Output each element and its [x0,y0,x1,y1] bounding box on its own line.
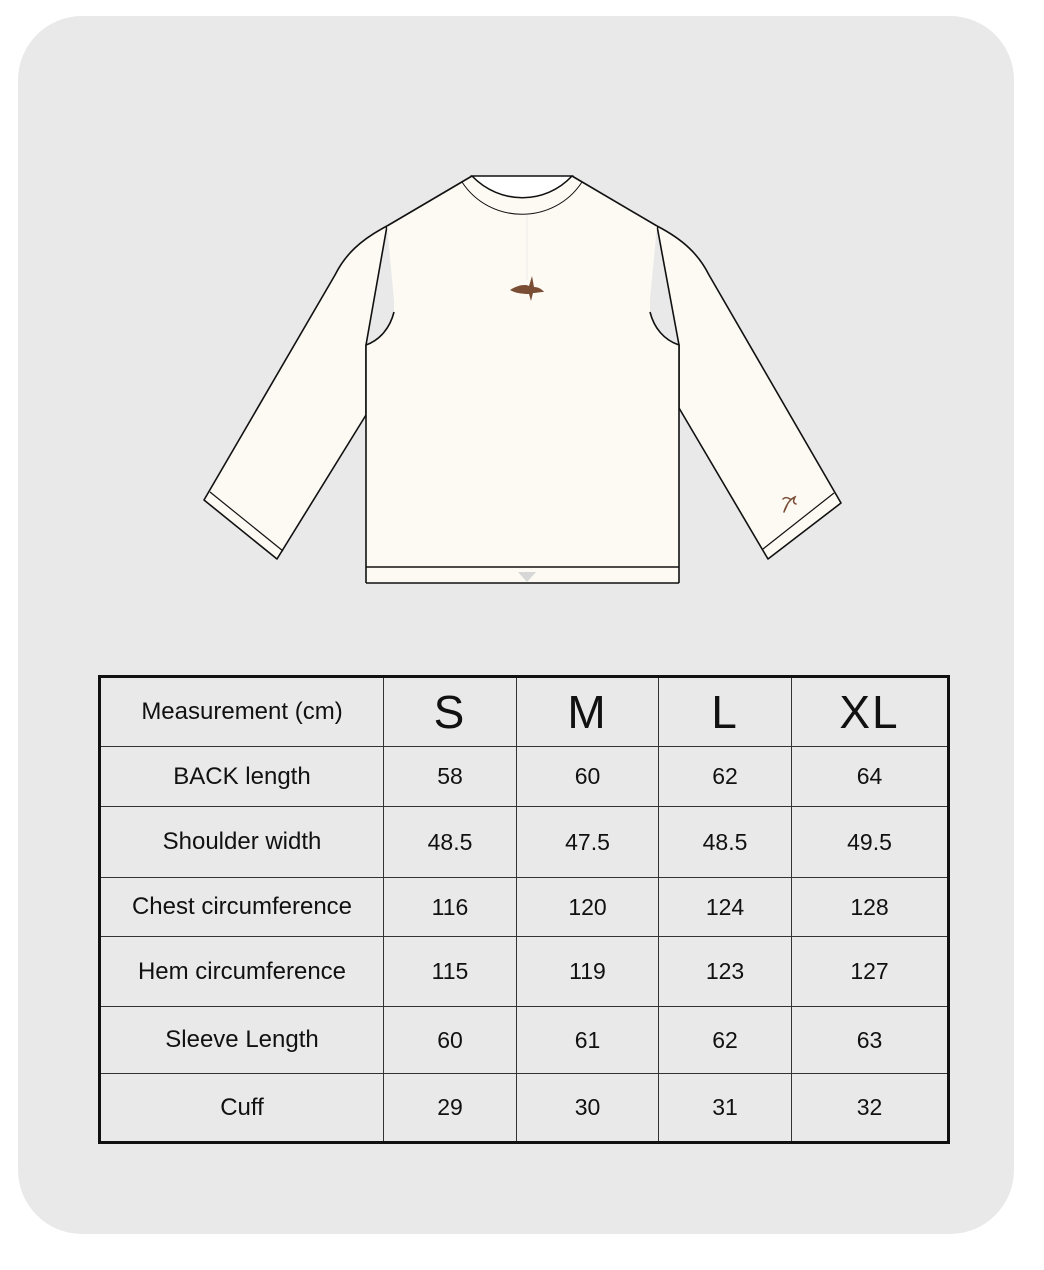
cell-l: 48.5 [659,807,792,878]
cell-l: 62 [659,1007,792,1074]
measurement-header: Measurement (cm) [100,677,384,747]
cell-m: 61 [517,1007,659,1074]
cell-xl: 127 [792,937,949,1007]
row-label: BACK length [100,747,384,807]
cell-l: 124 [659,878,792,937]
size-xl-header: XL [792,677,949,747]
cell-s: 29 [384,1074,517,1143]
cell-l: 31 [659,1074,792,1143]
size-s-header: S [384,677,517,747]
cell-s: 58 [384,747,517,807]
row-label: Shoulder width [100,807,384,878]
size-l-header: L [659,677,792,747]
cell-s: 48.5 [384,807,517,878]
table-row-cuff [100,1074,949,1143]
table-row-hem-circumference [100,937,949,1007]
cell-m: 30 [517,1074,659,1143]
table-row-back-length [100,747,949,807]
cell-xl: 49.5 [792,807,949,878]
size-m-header: M [517,677,659,747]
cell-s: 115 [384,937,517,1007]
body-panel [366,176,679,583]
cell-l: 123 [659,937,792,1007]
cell-xl: 128 [792,878,949,937]
cell-xl: 32 [792,1074,949,1143]
table-row-chest-circumference [100,878,949,937]
cell-s: 60 [384,1007,517,1074]
cell-m: 60 [517,747,659,807]
row-label: Chest circumference [100,878,384,937]
cell-xl: 64 [792,747,949,807]
row-label: Hem circumference [100,937,384,1007]
row-label: Sleeve Length [100,1007,384,1074]
cell-s: 116 [384,878,517,937]
row-label: Cuff [100,1074,384,1143]
cell-xl: 63 [792,1007,949,1074]
size-chart-table [98,675,950,1144]
cell-m: 119 [517,937,659,1007]
cell-m: 47.5 [517,807,659,878]
table-row-shoulder-width [100,807,949,878]
cell-m: 120 [517,878,659,937]
table-header-row [100,677,949,747]
cell-l: 62 [659,747,792,807]
table-row-sleeve-length [100,1007,949,1074]
